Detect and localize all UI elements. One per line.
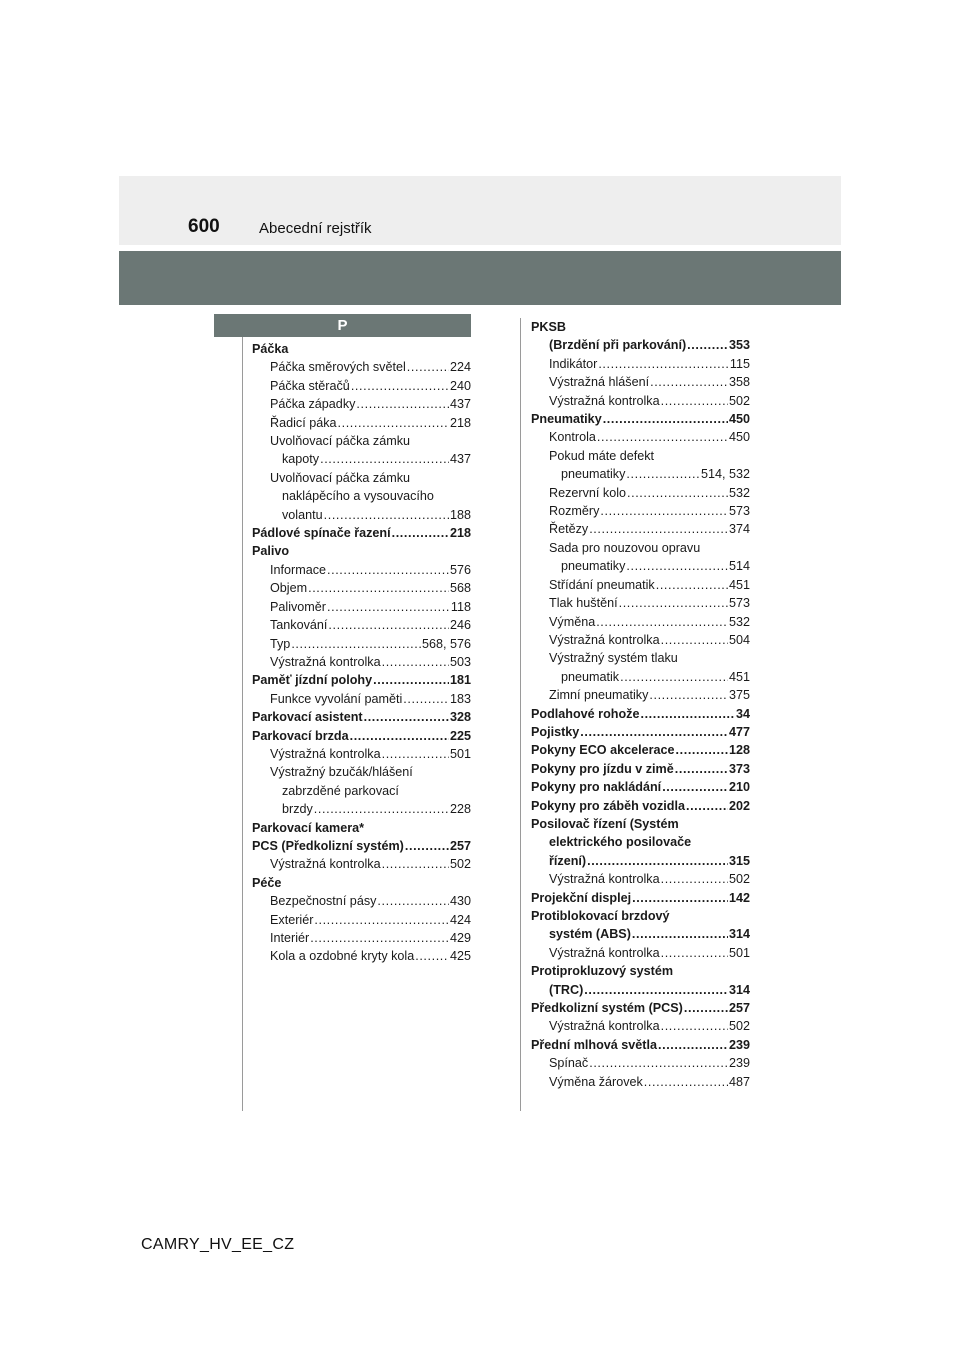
dot-leader: [661, 392, 728, 410]
dot-leader: [356, 395, 449, 413]
page-number: 600: [188, 216, 220, 237]
index-entry: [531, 318, 750, 336]
index-page-ref: 502: [728, 393, 750, 408]
index-page-ref: 487: [728, 1074, 750, 1089]
index-entry: [531, 1073, 750, 1091]
index-entry: [531, 870, 750, 888]
index-term: Výstražná kontrolka: [270, 746, 381, 761]
index-entry: [531, 1036, 750, 1054]
index-entry: [252, 579, 471, 597]
dot-leader: [589, 520, 728, 538]
index-page-ref: 430: [449, 894, 471, 909]
dot-leader: [662, 778, 728, 796]
index-term: Pokyny pro záběh vozidla: [531, 798, 685, 813]
index-page-ref: 228: [449, 802, 471, 817]
index-term: Péče: [252, 875, 282, 890]
dot-leader: [661, 1017, 728, 1035]
index-term: Výstražný systém tlaku: [549, 651, 678, 666]
index-entry: [531, 889, 750, 907]
index-term: Pokud máte defekt: [549, 448, 655, 463]
index-entry: [252, 561, 471, 579]
dot-leader: [656, 576, 728, 594]
index-entry: [531, 852, 750, 870]
index-entry: [531, 815, 750, 833]
index-entry: [252, 340, 471, 358]
index-term: Typ: [270, 636, 291, 651]
index-term: Výstražná kontrolka: [549, 632, 660, 647]
index-term: Páčka: [252, 342, 289, 356]
index-page-ref: 142: [728, 890, 750, 905]
index-entry: [252, 874, 471, 892]
index-page-ref: 188: [449, 507, 471, 522]
index-entry: [252, 358, 471, 376]
dot-leader: [676, 741, 728, 759]
index-term: Řadicí páka: [270, 415, 337, 430]
index-term: pneumatiky: [561, 559, 626, 574]
index-page-ref: 218: [449, 526, 471, 541]
index-term: Výměna: [549, 614, 596, 629]
index-entry: [531, 649, 750, 667]
index-entry: [531, 705, 750, 723]
index-page-ref: 503: [449, 654, 471, 669]
dot-leader: [687, 336, 728, 354]
index-page-ref: 424: [449, 912, 471, 927]
dot-leader: [661, 870, 728, 888]
index-entry: [531, 465, 750, 483]
index-term: Pokyny ECO akcelerace: [531, 743, 675, 758]
dot-leader: [407, 358, 449, 376]
index-entry: [531, 594, 750, 612]
dot-leader: [364, 708, 449, 726]
index-term: kapoty: [282, 452, 320, 467]
index-page-ref: 239: [728, 1037, 750, 1052]
index-term: Pádlové spínače řazení: [252, 526, 391, 541]
index-term: Uvolňovací páčka zámku: [270, 434, 410, 449]
dot-leader: [627, 484, 728, 502]
dot-leader: [589, 1054, 728, 1072]
index-term: brzdy: [282, 802, 313, 817]
index-entry: [531, 557, 750, 575]
index-page-ref: 532: [728, 485, 750, 500]
index-page-ref: 202: [728, 798, 750, 813]
dot-leader: [598, 355, 729, 373]
index-page-ref: 224: [449, 360, 471, 375]
index-entry: [531, 373, 750, 391]
index-page-ref: 450: [728, 412, 750, 427]
index-entry: [252, 708, 471, 726]
index-page-ref: 514: [728, 559, 750, 574]
index-page-ref: 128: [728, 743, 750, 758]
index-entry: [252, 542, 471, 560]
index-entry: [252, 598, 471, 616]
index-entry: [252, 432, 471, 450]
index-page-ref: 502: [728, 1019, 750, 1034]
index-entry: [252, 855, 471, 873]
index-page-ref: 425: [449, 949, 471, 964]
header-light-band: [119, 176, 841, 245]
index-page-ref: 568, 576: [421, 636, 471, 651]
index-term: Bezpečnostní pásy: [270, 894, 377, 909]
header-dark-band: [119, 251, 841, 305]
dot-leader: [658, 1036, 728, 1054]
index-page-ref: 210: [728, 780, 750, 795]
index-entry: [252, 819, 471, 837]
index-page-ref: 451: [728, 669, 750, 684]
index-entry: [531, 981, 750, 999]
index-entry: [531, 760, 750, 778]
dot-leader: [684, 999, 728, 1017]
index-term: Předkolizní systém (PCS): [531, 1001, 683, 1016]
index-page-ref: 576: [449, 562, 471, 577]
index-entry: [252, 911, 471, 929]
dot-leader: [382, 855, 449, 873]
index-page-ref: 450: [728, 430, 750, 445]
index-term: Tlak huštění: [549, 596, 618, 611]
dot-leader: [597, 428, 728, 446]
index-entry: [252, 506, 471, 524]
dot-leader: [649, 686, 728, 704]
index-term: Spínač: [549, 1056, 589, 1071]
index-term: Výstražná kontrolka: [549, 872, 660, 887]
index-term: PKSB: [531, 320, 566, 334]
index-term: Projekční displej: [531, 890, 632, 905]
index-page-ref: 328: [449, 710, 471, 725]
index-entry: [531, 502, 750, 520]
index-page-ref: 183: [449, 691, 471, 706]
index-term: Protiprokluzový systém: [531, 964, 674, 979]
index-entry: [531, 539, 750, 557]
dot-leader: [632, 925, 728, 943]
index-page-ref: 501: [728, 945, 750, 960]
index-term: Sada pro nouzovou opravu: [549, 540, 701, 555]
dot-leader: [619, 594, 728, 612]
index-page-ref: 246: [449, 618, 471, 633]
index-page-ref: 437: [449, 452, 471, 467]
dot-leader: [675, 760, 728, 778]
index-term: Rezervní kolo: [549, 485, 626, 500]
index-page-ref: 257: [728, 1001, 750, 1016]
index-term: Páčka západky: [270, 397, 356, 412]
index-term: Výstražná kontrolka: [549, 945, 660, 960]
index-entry: [531, 428, 750, 446]
dot-leader: [661, 631, 728, 649]
index-page-ref: 502: [728, 872, 750, 887]
index-entry: [531, 447, 750, 465]
index-entry: [252, 671, 471, 689]
index-page-ref: 315: [728, 853, 750, 868]
dot-leader: [338, 414, 449, 432]
left-column-rule: [242, 337, 243, 1111]
dot-leader: [596, 613, 728, 631]
index-term: Výstražná kontrolka: [270, 654, 381, 669]
index-entry: [531, 355, 750, 373]
dot-leader: [382, 745, 449, 763]
index-term: Palivoměr: [270, 599, 326, 614]
index-entry: [252, 377, 471, 395]
index-term: Uvolňovací páčka zámku: [270, 470, 410, 485]
dot-leader: [644, 1073, 728, 1091]
dot-leader: [587, 852, 728, 870]
index-term: Rozměry: [549, 504, 600, 519]
index-term: Kola a ozdobné kryty kola: [270, 949, 415, 964]
index-term: Zimní pneumatiky: [549, 688, 649, 703]
index-entry: [531, 907, 750, 925]
dot-leader: [580, 723, 728, 741]
index-page-ref: 314: [728, 982, 750, 997]
index-term: Parkovací brzda: [252, 728, 349, 743]
index-entry: [531, 686, 750, 704]
dot-leader: [328, 616, 449, 634]
dot-leader: [620, 668, 728, 686]
index-term: Kontrola: [549, 430, 596, 445]
index-entry: [252, 727, 471, 745]
index-term: elektrického posilovače: [549, 835, 692, 850]
dot-leader: [640, 705, 735, 723]
index-term: pneumatik: [561, 669, 620, 684]
index-term: PCS (Předkolizní systém): [252, 838, 404, 853]
index-page-ref: 314: [728, 927, 750, 942]
index-term: Střídání pneumatik: [549, 577, 655, 592]
index-entry: [531, 925, 750, 943]
index-entry: [252, 414, 471, 432]
index-entry: [252, 782, 471, 800]
index-entry: [531, 999, 750, 1017]
page-title: Abecední rejstřík: [259, 220, 372, 237]
index-entry: [252, 487, 471, 505]
dot-leader: [327, 561, 449, 579]
index-column-left: [252, 340, 471, 966]
index-term: zabrzděné parkovací: [282, 783, 399, 798]
index-entry: [252, 469, 471, 487]
index-entry: [531, 778, 750, 796]
index-page-ref: 451: [728, 577, 750, 592]
dot-leader: [415, 947, 449, 965]
index-term: Palivo: [252, 544, 290, 559]
index-page-ref: 240: [449, 378, 471, 393]
index-page-ref: 375: [728, 688, 750, 703]
dot-leader: [632, 889, 728, 907]
index-term: Exteriér: [270, 912, 314, 927]
dot-leader: [327, 598, 450, 616]
index-entry: [531, 484, 750, 502]
index-page-ref: 181: [449, 673, 471, 688]
index-term: Výstražná kontrolka: [549, 1019, 660, 1034]
index-term: Přední mlhová světla: [531, 1037, 657, 1052]
index-term: Parkovací asistent: [252, 710, 363, 725]
index-entry: [531, 797, 750, 815]
index-entry: [252, 616, 471, 634]
index-page-ref: 239: [728, 1056, 750, 1071]
dot-leader: [686, 797, 728, 815]
index-page-ref: 568: [449, 581, 471, 596]
index-entry: [252, 763, 471, 781]
index-term: Objem: [270, 581, 308, 596]
index-term: systém (ABS): [549, 927, 631, 942]
dot-leader: [600, 502, 728, 520]
dot-leader: [626, 557, 728, 575]
index-term: Výstražná kontrolka: [549, 393, 660, 408]
dot-leader: [603, 410, 728, 428]
dot-leader: [382, 653, 449, 671]
index-page-ref: 573: [728, 504, 750, 519]
index-term: Protiblokovací brzdový: [531, 909, 670, 923]
index-page-ref: 34: [735, 706, 750, 721]
index-term: volantu: [282, 507, 323, 522]
index-entry: [531, 631, 750, 649]
dot-leader: [661, 944, 728, 962]
index-term: Pneumatiky: [531, 412, 602, 427]
index-term: (TRC): [549, 982, 584, 997]
index-page-ref: 373: [728, 761, 750, 776]
index-page-ref: 532: [728, 614, 750, 629]
index-entry: [531, 392, 750, 410]
dot-leader: [351, 377, 449, 395]
index-term: Funkce vyvolání paměti: [270, 691, 403, 706]
index-entry: [531, 336, 750, 354]
index-entry: [252, 395, 471, 413]
index-page-ref: 374: [728, 522, 750, 537]
right-column-rule: [520, 318, 521, 1111]
dot-leader: [626, 465, 700, 483]
index-page-ref: 353: [728, 338, 750, 353]
index-term: Pokyny pro jízdu v zimě: [531, 761, 674, 776]
index-term: Výstražná kontrolka: [270, 857, 381, 872]
index-entry: [252, 690, 471, 708]
index-entry: [531, 962, 750, 980]
dot-leader: [310, 929, 449, 947]
index-page-ref: 437: [449, 397, 471, 412]
index-page-ref: 501: [449, 746, 471, 761]
index-page-ref: 358: [728, 375, 750, 390]
dot-leader: [314, 911, 449, 929]
dot-leader: [584, 981, 728, 999]
index-term: Posilovač řízení (Systém: [531, 816, 679, 831]
index-entry: [531, 833, 750, 851]
index-entry: [531, 576, 750, 594]
index-term: Řetězy: [549, 522, 589, 537]
index-entry: [252, 524, 471, 542]
index-entry: [252, 653, 471, 671]
index-entry: [252, 450, 471, 468]
dot-leader: [373, 671, 449, 689]
index-entry: [531, 1017, 750, 1035]
dot-leader: [324, 506, 449, 524]
index-term: Pojistky: [531, 724, 580, 739]
index-term: (Brzdění při parkování): [549, 338, 687, 353]
index-term: řízení): [549, 853, 587, 868]
index-term: Paměť jízdní polohy: [252, 673, 373, 688]
dot-leader: [350, 727, 449, 745]
index-page-ref: 118: [450, 599, 471, 614]
index-page-ref: 477: [728, 724, 750, 739]
index-term: naklápěcího a vysouvacího: [282, 489, 434, 504]
index-entry: [252, 745, 471, 763]
dot-leader: [405, 837, 449, 855]
index-entry: [252, 947, 471, 965]
index-entry: [252, 929, 471, 947]
index-term: Podlahové rohože: [531, 706, 640, 721]
index-entry: [531, 741, 750, 759]
index-term: Páčka stěračů: [270, 378, 350, 393]
index-page-ref: 225: [449, 728, 471, 743]
dot-leader: [291, 635, 421, 653]
index-entry: [531, 410, 750, 428]
dot-leader: [377, 892, 449, 910]
dot-leader: [403, 690, 449, 708]
index-term: Výstražný bzučák/hlášení: [270, 765, 413, 780]
dot-leader: [314, 800, 449, 818]
index-entry: [531, 613, 750, 631]
index-page-ref: 514, 532: [700, 467, 750, 482]
index-entry: [252, 892, 471, 910]
index-term: Indikátor: [549, 356, 598, 371]
index-page-ref: 502: [449, 857, 471, 872]
index-page-ref: 115: [729, 356, 750, 371]
index-term: Výměna žárovek: [549, 1074, 643, 1089]
index-entry: [531, 944, 750, 962]
index-page-ref: 218: [449, 415, 471, 430]
index-entry: [252, 800, 471, 818]
dot-leader: [392, 524, 449, 542]
dot-leader: [308, 579, 449, 597]
index-page-ref: 504: [728, 632, 750, 647]
index-entry: [252, 837, 471, 855]
index-entry: [531, 520, 750, 538]
index-entry: [531, 668, 750, 686]
index-term: pneumatiky: [561, 467, 626, 482]
model-code: CAMRY_HV_EE_CZ: [141, 1236, 295, 1253]
index-page-ref: 257: [449, 838, 471, 853]
index-term: Informace: [270, 562, 326, 577]
index-entry: [252, 635, 471, 653]
index-term: Pokyny pro nakládání: [531, 780, 662, 795]
index-entry: [531, 723, 750, 741]
index-term: Tankování: [270, 618, 328, 633]
dot-leader: [320, 450, 449, 468]
index-term: Výstražná hlášení: [549, 375, 650, 390]
index-term: Interiér: [270, 931, 310, 945]
index-page-ref: 429: [449, 931, 471, 945]
section-letter-bar: P: [214, 314, 471, 337]
dot-leader: [650, 373, 728, 391]
index-column-right: [531, 318, 750, 1091]
index-entry: [531, 1054, 750, 1072]
index-term: Parkovací kamera*: [252, 820, 365, 835]
index-term: Páčka směrových světel: [270, 360, 406, 375]
index-page-ref: 573: [728, 596, 750, 611]
